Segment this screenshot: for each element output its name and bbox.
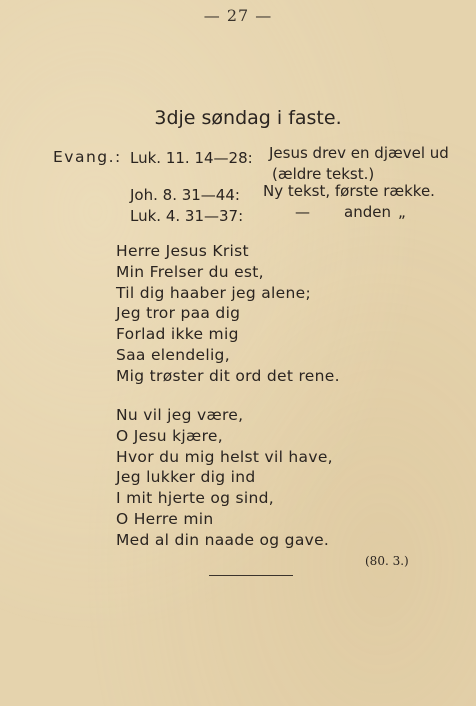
section-divider xyxy=(209,575,293,576)
page-title: 3dje søndag i faste. xyxy=(154,107,342,129)
hymn-verse-1 xyxy=(116,241,340,387)
verse-line: Forlad ikke mig xyxy=(116,325,239,344)
verse-line: Mig trøster dit ord det rene. xyxy=(116,366,340,385)
verse-line: I mit hjerte og sind, xyxy=(116,489,275,508)
gospel-label: Evang.: xyxy=(53,148,122,166)
verse-line: Herre Jesus Krist xyxy=(116,242,249,260)
reference-1-note: (ældre tekst.) xyxy=(272,165,375,183)
verse-line: Med al din naade og gave. xyxy=(116,530,330,549)
hymn-reference: (80. 3.) xyxy=(365,554,409,568)
verse-line: Jeg lukker dig ind xyxy=(116,468,256,487)
verse-line: Min Frelser du est, xyxy=(116,262,264,281)
verse-line: O Herre min xyxy=(116,509,214,528)
verse-line: O Jesu kjære, xyxy=(116,426,223,445)
reference-2-text: Ny tekst, første række. xyxy=(263,182,435,200)
reference-3: Luk. 4. 31—37: xyxy=(130,207,244,225)
page-number: — 27 — xyxy=(203,6,273,25)
reference-3-ditto: „ xyxy=(398,203,406,221)
reference-2: Joh. 8. 31—44: xyxy=(130,186,240,204)
verse-line: Jeg tror paa dig xyxy=(116,304,241,323)
reference-3-text: anden xyxy=(344,203,391,221)
verse-line: Hvor du mig helst vil have, xyxy=(116,447,333,466)
hymn-verse-2 xyxy=(116,405,333,551)
reference-1-text: Jesus drev en djævel ud xyxy=(269,144,449,162)
verse-line: Nu vil jeg være, xyxy=(116,406,244,424)
reference-3-dash: — xyxy=(295,203,310,221)
verse-line: Til dig haaber jeg alene; xyxy=(116,283,311,302)
verse-line: Saa elendelig, xyxy=(116,345,230,364)
reference-1: Luk. 11. 14—28: xyxy=(130,149,253,167)
